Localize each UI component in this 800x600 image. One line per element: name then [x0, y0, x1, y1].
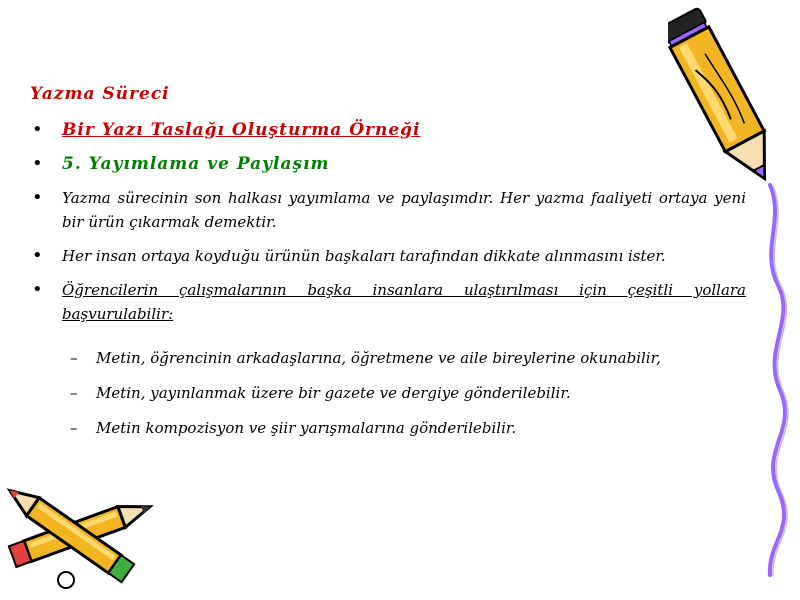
sub-bullet-text: Metin, öğrencinin arkadaşlarına, öğretmene ve aile bireylerine okunabilir, — [96, 349, 661, 367]
bullet-text: Öğrencilerin çalışmalarının başka insanlara ulaştırılması için çeşitli yollara başvurulabilir: — [62, 281, 746, 323]
bullet-item — [30, 118, 746, 142]
bullet-list — [30, 118, 746, 336]
squiggle-line — [740, 180, 800, 580]
crossed-pencils-icon — [0, 482, 170, 600]
sub-bullet-item — [70, 416, 730, 440]
bullet-item — [30, 152, 746, 176]
slide-title: Yazma Süreci — [30, 84, 170, 104]
bullet-dot: • — [32, 119, 43, 140]
dash-marker: – — [70, 349, 78, 367]
dash-marker: – — [70, 419, 78, 437]
sub-bullet-text: Metin, yayınlanmak üzere bir gazete ve dergiye gönderilebilir. — [96, 384, 571, 402]
bullet-text: Yazma sürecinin son halkası yayımlama ve paylaşımdır. Her yazma faaliyeti ortaya yeni bir ürün çıkarmak demektir. — [62, 189, 746, 231]
dash-marker: – — [70, 384, 78, 402]
example-heading: Bir Yazı Taslağı Oluşturma Örneği — [62, 120, 421, 140]
sub-bullet-item — [70, 346, 730, 370]
bullet-dot: • — [32, 279, 43, 300]
sub-bullet-list — [70, 346, 730, 451]
sub-bullet-item — [70, 381, 730, 405]
bullet-dot: • — [32, 187, 43, 208]
bullet-dot: • — [32, 153, 43, 174]
pencil-icon — [668, 0, 780, 196]
bullet-item — [30, 186, 746, 234]
section-heading: 5. Yayımlama ve Paylaşım — [62, 154, 330, 174]
bullet-item — [30, 244, 746, 268]
bullet-item — [30, 278, 746, 326]
sub-bullet-text: Metin kompozisyon ve şiir yarışmalarına gönderilebilir. — [96, 419, 517, 437]
bullet-text: Her insan ortaya koyduğu ürünün başkaları tarafından dikkate alınmasını ister. — [62, 247, 666, 265]
bullet-dot: • — [32, 245, 43, 266]
